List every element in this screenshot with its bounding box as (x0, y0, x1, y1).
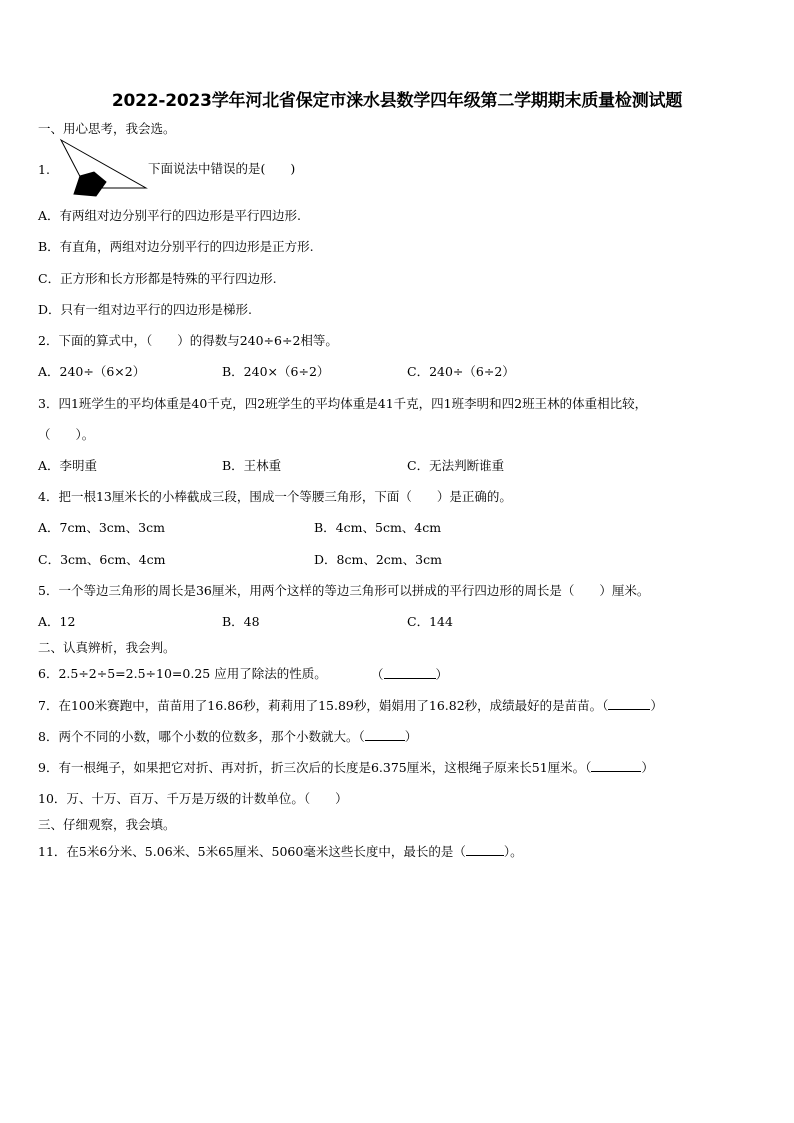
question-4-option-c: C．3cm、6cm、4cm (38, 552, 166, 567)
question-5-option-a: A．12 (38, 614, 76, 629)
question-1-option-d: D．只有一组对边平行的四边形是梯形. (38, 302, 252, 317)
question-2-stem: 2．下面的算式中，（ ）的得数与240÷6÷2相等。 (38, 333, 338, 348)
question-1-stem: 下面说法中错误的是( ) (148, 161, 296, 176)
question-11-answer-blank[interactable] (466, 843, 504, 856)
section-heading-2: 二、认真辨析，我会判。 (38, 640, 176, 655)
question-1-number: 1. (38, 162, 50, 177)
question-2-option-a: A．240÷（6×2） (38, 364, 146, 379)
section-heading-1: 一、用心思考，我会选。 (38, 121, 176, 136)
question-5-option-b: B．48 (222, 614, 260, 629)
question-7-stem: 7．在100米赛跑中，苗苗用了16.86秒，莉莉用了15.89秒，娟娟用了16.82秒，成绩最好的是苗苗。（ (38, 698, 609, 713)
question-1-option-a: A．有两组对边分别平行的四边形是平行四边形. (38, 208, 302, 223)
question-6-open-paren: （ (371, 667, 384, 682)
question-9-close-paren: ） (641, 760, 654, 775)
question-4-stem: 4．把一根13厘米长的小棒截成三段，围成一个等腰三角形，下面（ ）是正确的。 (38, 489, 512, 504)
question-8-close-paren: ） (404, 729, 418, 744)
question-3-option-b: B．王林重 (222, 458, 282, 473)
question-2-option-b: B．240×（6÷2） (222, 364, 330, 379)
question-5-option-c: C．144 (407, 614, 453, 629)
question-9-line (38, 759, 654, 776)
answer-line (384, 666, 436, 679)
page-title: 2022-2023学年河北省保定市涞水县数学四年级第二学期期末质量检测试题 (111, 91, 683, 111)
question-8-answer-blank[interactable] (365, 728, 405, 741)
question-1-option-b: B．有直角，两组对边分别平行的四边形是正方形. (38, 239, 314, 254)
question-3-option-c: C．无法判断谁重 (407, 458, 505, 473)
question-2-option-c: C．240÷（6÷2） (407, 364, 515, 379)
question-3-stem-line1: 3．四1班学生的平均体重是40千克，四2班学生的平均体重是41千克，四1班李明和四2班王林的体重相比较， (38, 396, 648, 411)
question-8-stem: 8．两个不同的小数，哪个小数的位数多，那个小数就大。（ (38, 729, 365, 744)
question-4-option-d: D．8cm、2cm、3cm (314, 552, 442, 567)
question-1-option-c: C．正方形和长方形都是特殊的平行四边形. (38, 271, 277, 286)
question-6-close-paren: ） (435, 667, 449, 682)
question-5-stem: 5．一个等边三角形的周长是36厘米，用两个这样的等边三角形可以拼成的平行四边形的周长是（ ）厘米。 (38, 583, 650, 598)
question-7-answer-blank[interactable] (608, 697, 650, 710)
triangle-figure (58, 138, 150, 200)
question-10-stem: 10．万、十万、百万、千万是万级的计数单位。（ ） (38, 791, 348, 806)
question-4-option-a: A．7cm、3cm、3cm (38, 520, 165, 535)
question-6-stem: 6．2.5÷2÷5=2.5÷10=0.25 应用了除法的性质。 (38, 666, 327, 681)
shaded-quadrilateral (74, 172, 106, 196)
question-3-option-a: A．李明重 (38, 458, 98, 473)
section-heading-3: 三、仔细观察，我会填。 (38, 817, 176, 832)
question-9-answer-blank[interactable] (591, 759, 641, 772)
question-7-line (38, 697, 663, 714)
question-3-stem-line2: （ ）。 (38, 427, 95, 442)
question-7-close-paren: ） (650, 698, 663, 713)
question-11-line (38, 843, 523, 860)
question-4-option-b: B．4cm、5cm、4cm (314, 520, 442, 535)
question-9-stem: 9．有一根绳子，如果把它对折、再对折，折三次后的长度是6.375厘米，这根绳子原来长51厘米。（ (38, 760, 592, 775)
question-11-close-paren: ）。 (503, 844, 523, 859)
question-8-line (38, 728, 417, 745)
question-11-stem: 11．在5米6分米、5.06米、5米65厘米、5060毫米这些长度中，最长的是（ (38, 844, 466, 859)
question-6-answer-blank[interactable] (371, 666, 448, 683)
